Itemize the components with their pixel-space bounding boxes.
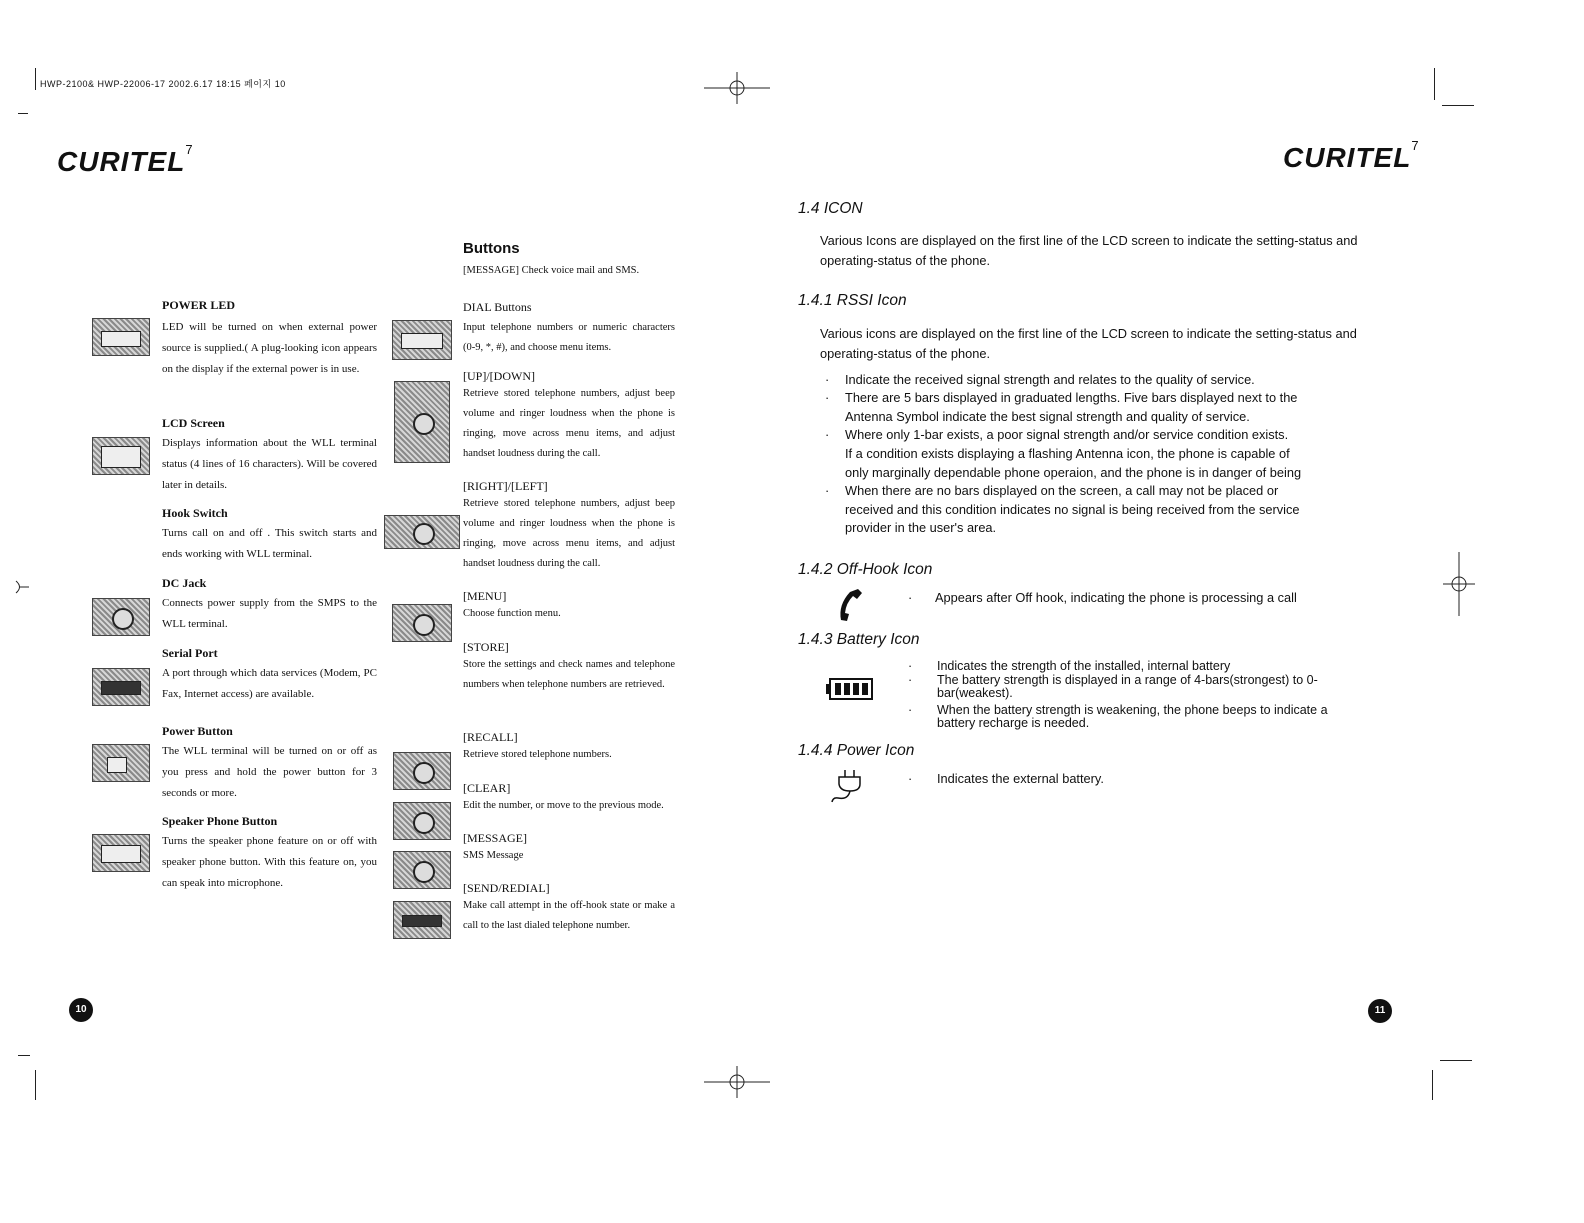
rssi-bullet: · When there are no bars displayed on the screen, a call may not be placed or received and this condition indicates no signal is being received from the service provider in the user's area. xyxy=(825,483,1300,535)
button-item xyxy=(463,781,675,816)
button-title: [UP]/[DOWN] xyxy=(463,369,535,383)
brand-logo: CURITEL$^7$ xyxy=(57,142,194,177)
button-text: Retrieve stored telephone numbers, adjust beep volume and ringer loudness when the phone is ringing, move across menu items, and adjust handset loudness during the call. xyxy=(463,498,675,569)
buttons-heading: Buttons xyxy=(463,240,520,257)
page-number: 10 xyxy=(69,998,93,1022)
battery-bullet: · The battery strength is displayed in a range of 4-bars(strongest) to 0-bar(weakest). xyxy=(908,672,1318,700)
offhook-bullet: · Appears after Off hook, indicating the phone is processing a call xyxy=(908,590,1297,605)
left-item xyxy=(162,646,377,705)
power-bullet: · Indicates the external battery. xyxy=(908,771,1104,786)
off-hook-handset-icon xyxy=(834,587,864,623)
button-text: Input telephone numbers or numeric characters (0-9, *, #), and choose menu items. xyxy=(463,322,675,353)
button-title: [STORE] xyxy=(463,640,509,654)
power-button-icon xyxy=(92,744,150,782)
item-title: LCD Screen xyxy=(162,416,225,430)
button-text: Make call attempt in the off-hook state or make a call to the last dialed telephone number. xyxy=(463,900,675,931)
section-heading: 1.4.2 Off-Hook Icon xyxy=(798,561,933,578)
button-item xyxy=(463,300,675,358)
button-item xyxy=(463,730,675,765)
button-title: [CLEAR] xyxy=(463,781,511,795)
button-title: [SEND/REDIAL] xyxy=(463,881,550,895)
rssi-bullet: · There are 5 bars displayed in graduated lengths. Five bars displayed next to the Antenna Symbol indicate the best signal strength and quality of service. xyxy=(825,390,1298,424)
button-item xyxy=(463,640,675,695)
item-text: LED will be turned on when external power source is supplied.( A plug-looking icon appears on the display if the external power is in use. xyxy=(162,321,377,375)
print-header: HWP-2100& HWP-22006-17 2002.6.17 18:15 페이지 10 xyxy=(40,79,286,89)
item-text: A port through which data services (Modem, PC Fax, Internet access) are available. xyxy=(162,667,377,700)
item-text: Displays information about the WLL terminal status (4 lines of 16 characters). Will be covered later in details. xyxy=(162,437,377,491)
item-title: Power Button xyxy=(162,724,233,738)
button-text: Store the settings and check names and telephone numbers when telephone numbers are retrieved. xyxy=(463,659,675,690)
left-item xyxy=(162,814,377,894)
crop-mark xyxy=(18,1055,30,1056)
left-item xyxy=(162,416,377,496)
item-title: Hook Switch xyxy=(162,506,228,520)
button-title: [MENU] xyxy=(463,589,507,603)
menu-key-icon xyxy=(392,604,452,642)
button-text: Retrieve stored telephone numbers, adjust beep volume and ringer loudness when the phone is ringing, move across menu items, and adjust handset loudness during the call. xyxy=(463,388,675,459)
rssi-bullet: · Indicate the received signal strength and relates to the quality of service. xyxy=(825,372,1255,387)
up-down-key-icon xyxy=(394,381,450,463)
crop-mark xyxy=(1442,105,1474,106)
crop-mark xyxy=(1440,1060,1472,1061)
buttons-intro: [MESSAGE] Check voice mail and SMS. xyxy=(463,265,640,276)
registration-mark-icon xyxy=(704,72,770,104)
item-text: The WLL terminal will be turned on or off as you press and hold the power button for 3 seconds or more. xyxy=(162,745,377,799)
crop-mark xyxy=(1434,68,1435,100)
send-redial-key-icon xyxy=(393,901,451,939)
serial-port-icon xyxy=(92,668,150,706)
item-title: POWER LED xyxy=(162,298,236,312)
button-title: DIAL Buttons xyxy=(463,300,532,314)
button-text: Choose function menu. xyxy=(463,608,561,619)
crop-mark xyxy=(35,1070,36,1100)
brand-logo: CURITEL$^7$ xyxy=(1283,138,1420,173)
power-plug-icon xyxy=(830,768,870,804)
battery-icon xyxy=(826,678,876,700)
button-title: [RECALL] xyxy=(463,730,518,744)
message-key-icon xyxy=(393,851,451,889)
item-title: Speaker Phone Button xyxy=(162,814,278,828)
left-item xyxy=(162,724,377,804)
item-text: Turns call on and off . This switch starts and ends working with WLL terminal. xyxy=(162,527,377,560)
section-heading: 1.4.1 RSSI Icon xyxy=(798,292,907,309)
lcd-screen-icon xyxy=(92,437,150,475)
button-text: Edit the number, or move to the previous mode. xyxy=(463,800,664,811)
section-heading: 1.4.3 Battery Icon xyxy=(798,631,920,648)
item-title: Serial Port xyxy=(162,646,218,660)
button-item xyxy=(463,589,675,624)
section-paragraph: Various icons are displayed on the first line of the LCD screen to indicate the setting-status and operating-status of the phone. xyxy=(820,326,1357,361)
item-text: Connects power supply from the SMPS to the WLL terminal. xyxy=(162,597,377,630)
left-item xyxy=(162,506,377,565)
crop-mark xyxy=(18,113,28,114)
battery-bullet: · Indicates the strength of the installed, internal battery xyxy=(908,659,1231,673)
rssi-bullet: · Where only 1-bar exists, a poor signal strength and/or service condition exists. xyxy=(825,427,1289,442)
registration-mark-icon xyxy=(704,1066,770,1098)
registration-mark-icon xyxy=(14,580,30,594)
rssi-note: If a condition exists displaying a flashing Antenna icon, the phone is capable of only marginally dependable phone operaion, and the phone is in danger of being xyxy=(845,446,1302,480)
section-paragraph: Various Icons are displayed on the first line of the LCD screen to indicate the setting-status and operating-status of the phone. xyxy=(820,233,1358,268)
crop-mark xyxy=(1432,1070,1433,1100)
button-item xyxy=(463,831,675,866)
button-item xyxy=(463,369,675,464)
left-item xyxy=(162,576,377,635)
power-led-icon xyxy=(92,318,150,356)
registration-mark-icon xyxy=(1443,552,1475,616)
item-text: Turns the speaker phone feature on or off with speaker phone button. With this feature on, you can speak into microphone. xyxy=(162,835,377,889)
crop-mark xyxy=(35,68,36,90)
right-left-key-icon xyxy=(384,515,460,549)
left-item xyxy=(162,298,377,380)
speaker-phone-icon xyxy=(92,834,150,872)
button-text: Retrieve stored telephone numbers. xyxy=(463,749,612,760)
battery-bullet: · When the battery strength is weakening, the phone beeps to indicate a battery recharge is needed. xyxy=(908,702,1328,730)
button-item xyxy=(463,881,675,936)
button-title: [MESSAGE] xyxy=(463,831,528,845)
button-title: [RIGHT]/[LEFT] xyxy=(463,479,548,493)
section-heading: 1.4.4 Power Icon xyxy=(798,742,915,759)
battery-bullets xyxy=(908,659,1337,731)
clear-key-icon xyxy=(393,802,451,840)
dc-jack-icon xyxy=(92,598,150,636)
item-title: DC Jack xyxy=(162,576,207,590)
dial-buttons-icon xyxy=(392,320,452,360)
page-number: 11 xyxy=(1368,999,1392,1023)
section-heading: 1.4 ICON xyxy=(798,200,863,217)
button-item xyxy=(463,479,675,574)
recall-key-icon xyxy=(393,752,451,790)
button-text: SMS Message xyxy=(463,850,524,861)
